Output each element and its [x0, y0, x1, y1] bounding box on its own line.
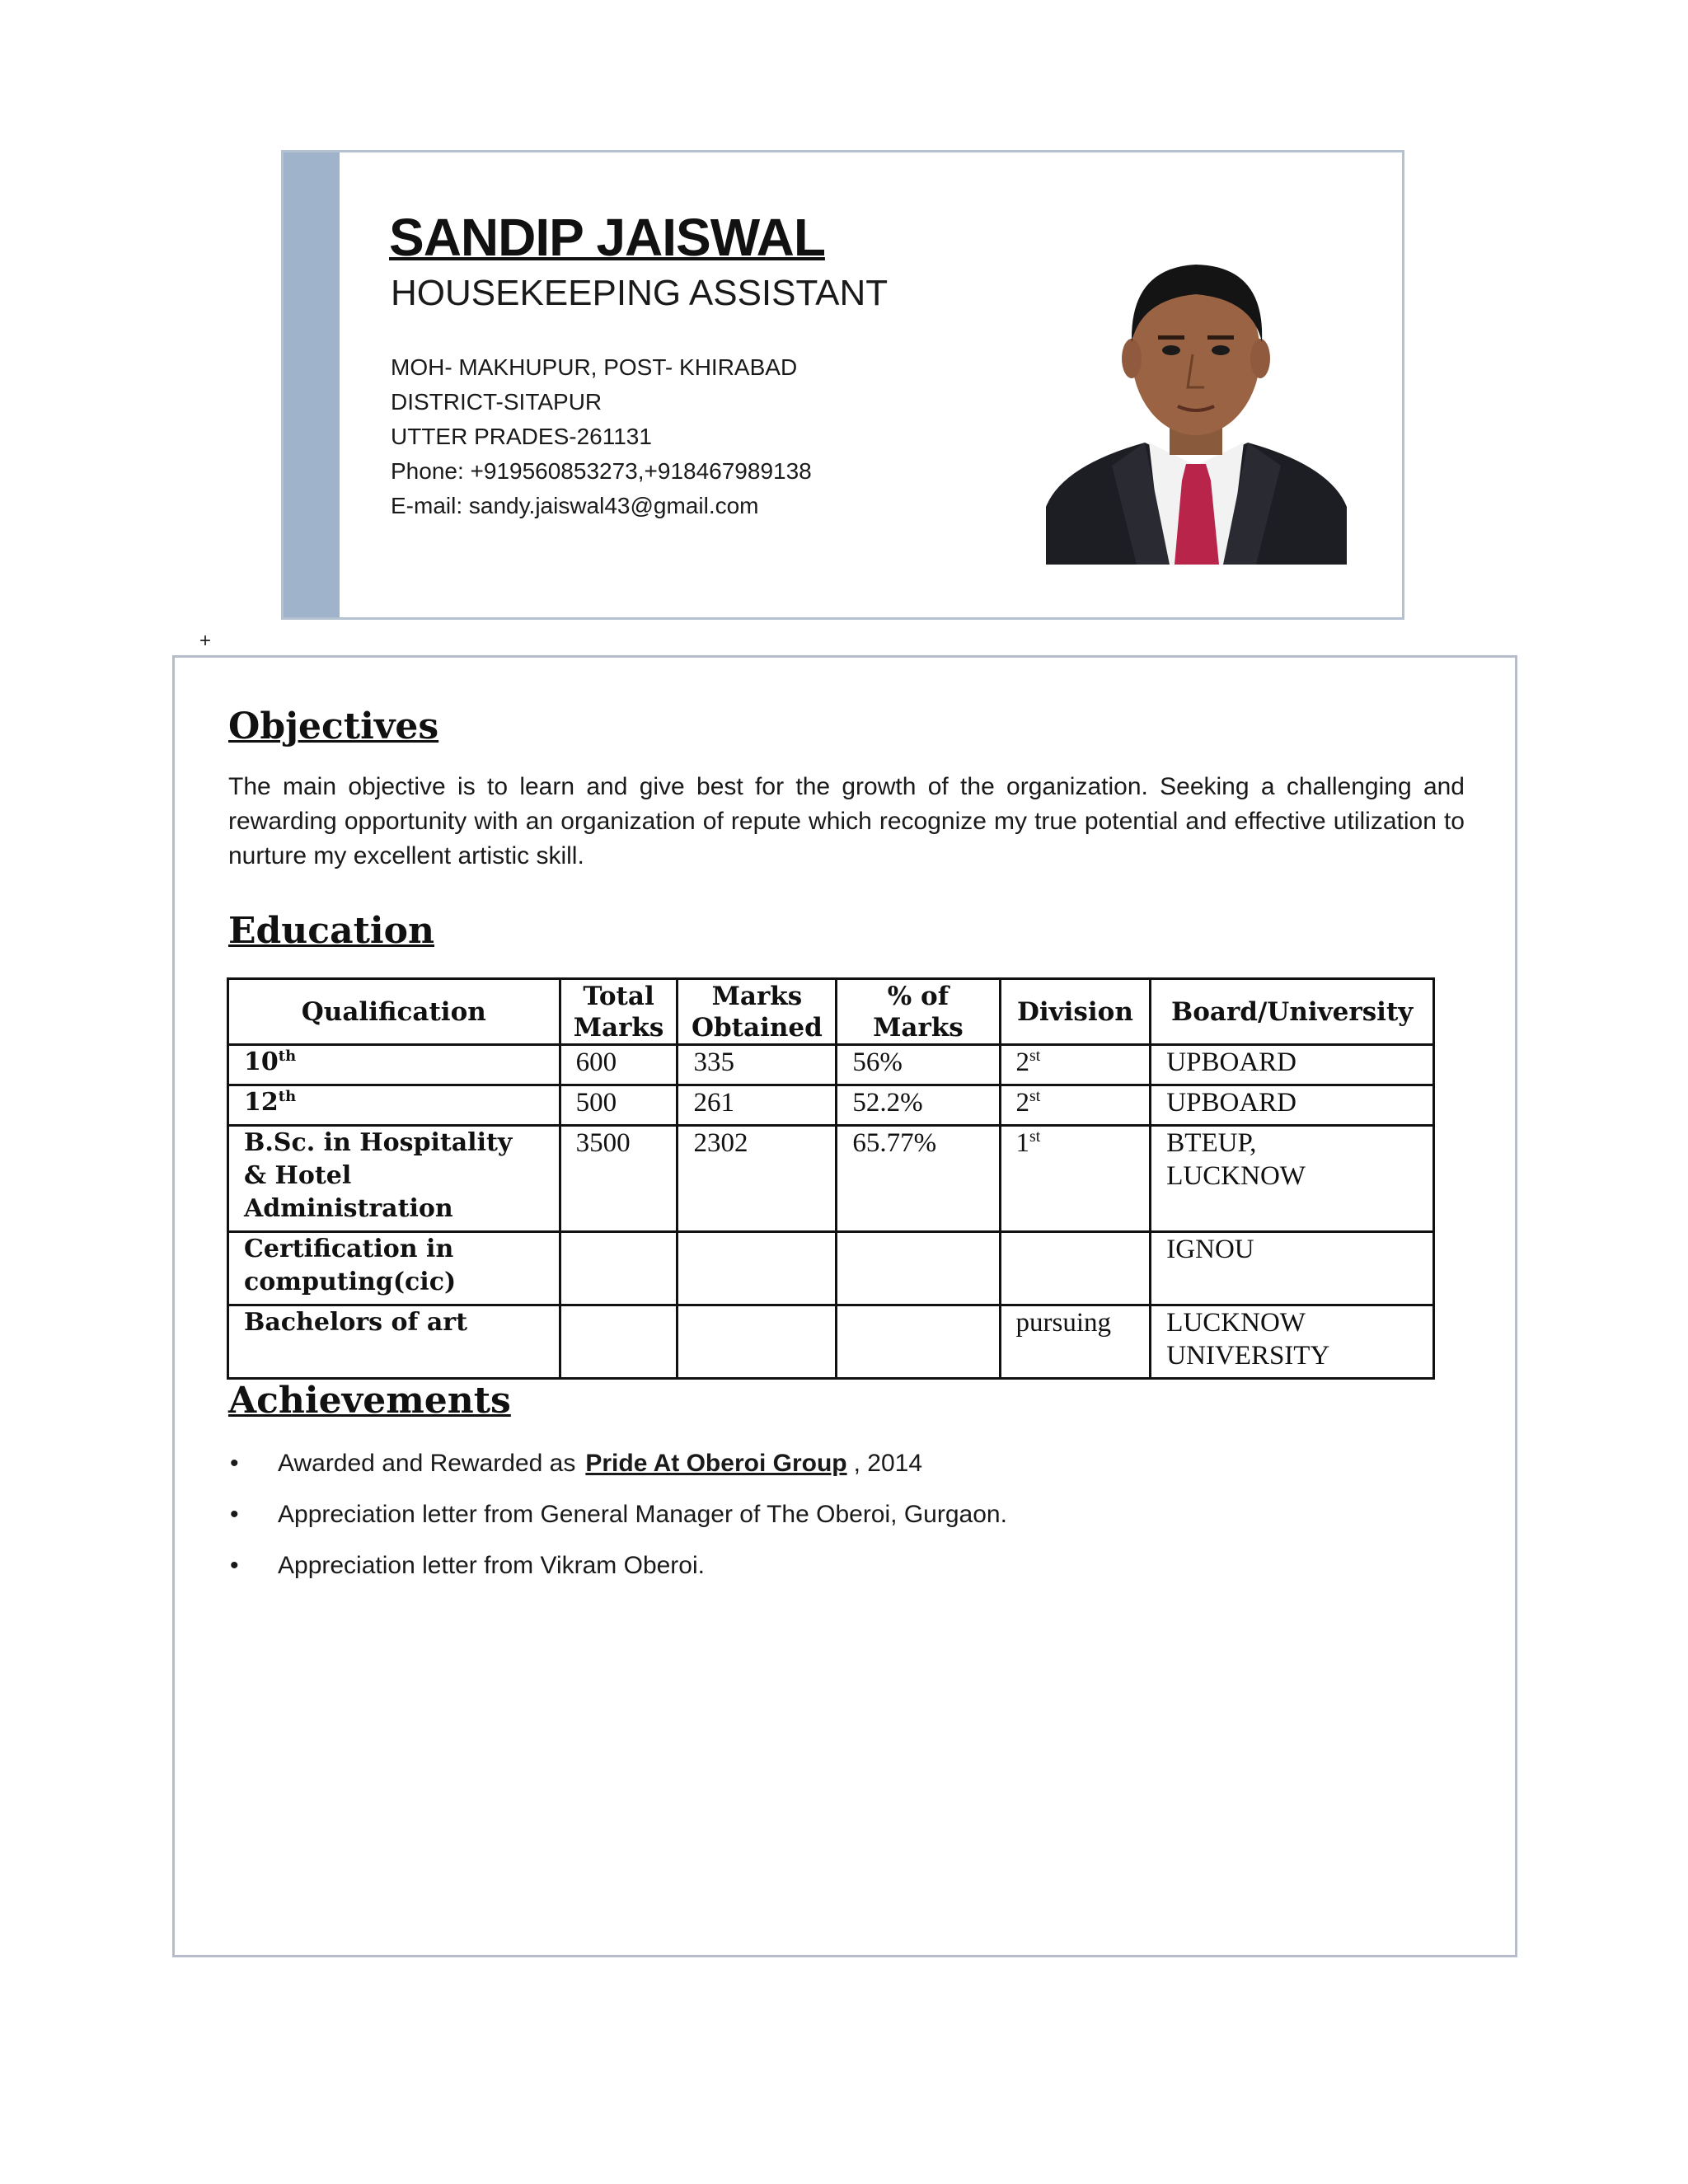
cell-percent	[837, 1305, 1000, 1379]
cell-total	[560, 1305, 678, 1379]
cell-percent: 56%	[837, 1045, 1000, 1085]
col-header-marks-obtained: Marks Obtained	[678, 979, 837, 1045]
achievement-year: , 2014	[853, 1450, 923, 1477]
col-header-qualification: Qualification	[228, 979, 560, 1045]
achievement-text: Appreciation letter from Vikram Oberoi.	[278, 1552, 705, 1579]
table-row	[228, 1045, 1434, 1085]
candidate-name: SANDIP JAISWAL	[389, 208, 825, 267]
cell-total: 3500	[560, 1126, 678, 1232]
portrait-image	[1046, 218, 1347, 565]
cell-qualification: 12th	[228, 1085, 560, 1126]
cell-board: LUCKNOW UNIVERSITY	[1151, 1305, 1434, 1379]
cell-total	[560, 1232, 678, 1305]
header-accent-stripe	[284, 152, 340, 617]
achievements-list	[228, 1447, 1007, 1601]
address-line-2: DISTRICT-SITAPUR	[391, 389, 603, 415]
achievement-text: Awarded and Rewarded as	[278, 1450, 576, 1477]
contact-block	[391, 350, 812, 523]
table-row	[228, 1232, 1434, 1305]
bullet-icon: •	[230, 1501, 239, 1528]
cell-qualification: 10th	[228, 1045, 560, 1085]
cell-board: IGNOU	[1151, 1232, 1434, 1305]
list-item	[228, 1549, 1007, 1582]
list-item	[228, 1498, 1007, 1531]
cell-board: UPBOARD	[1151, 1045, 1434, 1085]
cell-percent: 52.2%	[837, 1085, 1000, 1126]
education-table	[227, 977, 1435, 1380]
cell-total: 500	[560, 1085, 678, 1126]
cell-percent	[837, 1232, 1000, 1305]
list-item	[228, 1447, 1007, 1480]
cell-division: 2st	[1000, 1045, 1151, 1085]
address-line-1: MOH- MAKHUPUR, POST- KHIRABAD	[391, 354, 798, 380]
bullet-icon: •	[230, 1450, 239, 1477]
cell-obtained	[678, 1305, 837, 1379]
email-line: E-mail: sandy.jaiswal43@gmail.com	[391, 493, 759, 518]
col-header-total-marks: Total Marks	[560, 979, 678, 1045]
cell-qualification: B.Sc. in Hospitality & Hotel Administration	[228, 1126, 560, 1232]
achievement-text: Appreciation letter from General Manager of The Oberoi, Gurgaon.	[278, 1501, 1007, 1528]
cell-division	[1000, 1232, 1151, 1305]
table-row	[228, 1126, 1434, 1232]
job-title: HOUSEKEEPING ASSISTANT	[391, 273, 889, 313]
cell-obtained	[678, 1232, 837, 1305]
objectives-heading: Objectives	[228, 705, 439, 748]
cell-division: pursuing	[1000, 1305, 1151, 1379]
table-row	[228, 1085, 1434, 1126]
address-line-3: UTTER PRADES-261131	[391, 424, 652, 449]
cell-percent: 65.77%	[837, 1126, 1000, 1232]
achievements-heading: Achievements	[228, 1380, 511, 1422]
cell-board: UPBOARD	[1151, 1085, 1434, 1126]
cell-board: BTEUP, LUCKNOW	[1151, 1126, 1434, 1232]
table-row	[228, 1305, 1434, 1379]
cell-obtained: 261	[678, 1085, 837, 1126]
header-card	[281, 150, 1404, 620]
cell-division: 2st	[1000, 1085, 1151, 1126]
cell-obtained: 2302	[678, 1126, 837, 1232]
achievement-highlight: Pride At Oberoi Group	[585, 1450, 847, 1477]
objectives-text: The main objective is to learn and give best for the growth of the organization. Seeking a challenging and rewarding opportunity with an organization of repute which recognize my true potential and effective utilization to nurture my excellent artistic skill.	[228, 773, 1465, 869]
bullet-icon: •	[230, 1552, 239, 1579]
cell-total: 600	[560, 1045, 678, 1085]
education-heading: Education	[228, 910, 434, 952]
cell-qualification: Certification in computing(cic)	[228, 1232, 560, 1305]
profile-photo	[1046, 218, 1347, 565]
cell-qualification: Bachelors of art	[228, 1305, 560, 1379]
col-header-percent: % of Marks	[837, 979, 1000, 1045]
phone-line: Phone: +919560853273,+918467989138	[391, 458, 812, 484]
cell-division: 1st	[1000, 1126, 1151, 1232]
cell-obtained: 335	[678, 1045, 837, 1085]
table-header-row	[228, 979, 1434, 1045]
margin-marker: +	[199, 630, 212, 652]
col-header-board: Board/University	[1151, 979, 1434, 1045]
resume-body	[172, 655, 1517, 1957]
col-header-division: Division	[1000, 979, 1151, 1045]
